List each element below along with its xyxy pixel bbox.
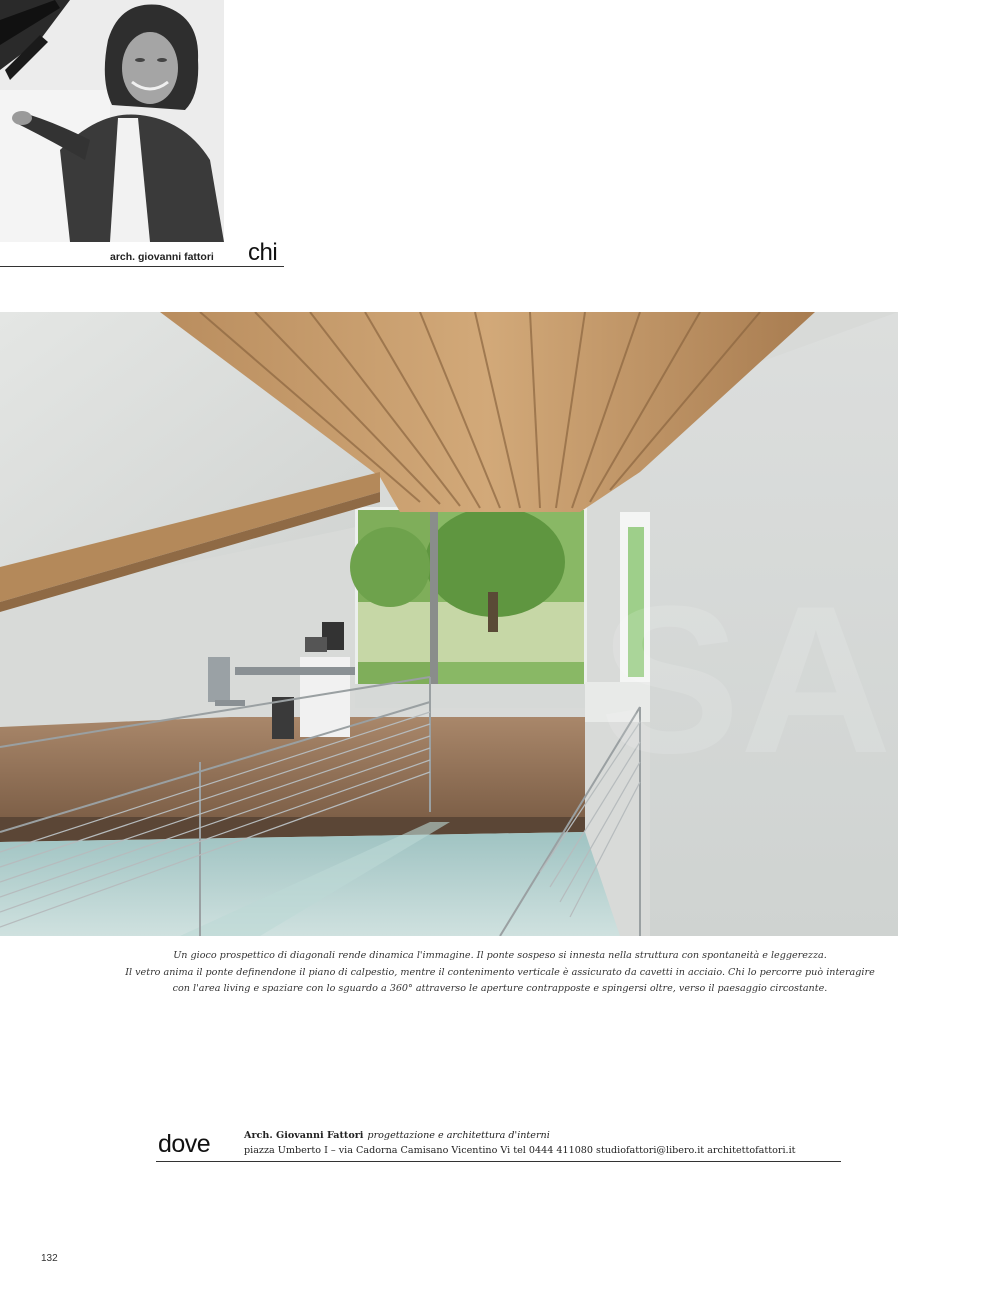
photo-watermark: SA <box>600 562 892 797</box>
portrait-image <box>0 0 224 242</box>
architect-portrait <box>0 0 224 242</box>
studio-name: Arch. Giovanni Fattori <box>244 1130 364 1141</box>
interior-photo <box>0 312 898 936</box>
caption-line-3: con l'area living e spaziare con lo sguardo a 360° attraverso le aperture contrapposte e spingersi oltre, verso il paesaggio circostante. <box>172 983 828 994</box>
section-word-dove: dove <box>158 1130 211 1158</box>
architect-caption-bar <box>0 237 284 267</box>
studio-name-line <box>244 1130 550 1141</box>
dove-contact-block <box>156 1128 841 1162</box>
studio-description: progettazione e architettura d'interni <box>367 1130 550 1141</box>
studio-address-line: piazza Umberto I – via Cadorna Camisano Vicentino Vi tel 0444 411080 studiofattori@libero.it architettofattori.it <box>244 1145 796 1156</box>
interior-photo-image <box>0 312 898 936</box>
page-number: 132 <box>41 1253 58 1264</box>
section-word-chi: chi <box>248 239 278 266</box>
architect-name: arch. giovanni fattori <box>110 251 214 263</box>
caption-line-2: Il vetro anima il ponte definendone il piano di calpestio, mentre il contenimento verticale è assicurato da cavetti in acciaio. Chi lo percorre può interagire <box>125 966 875 978</box>
photo-caption <box>60 948 940 998</box>
caption-line-1: Un gioco prospettico di diagonali rende dinamica l'immagine. Il ponte sospeso si innesta nella struttura con spontaneità e leggerezza. <box>173 950 827 961</box>
